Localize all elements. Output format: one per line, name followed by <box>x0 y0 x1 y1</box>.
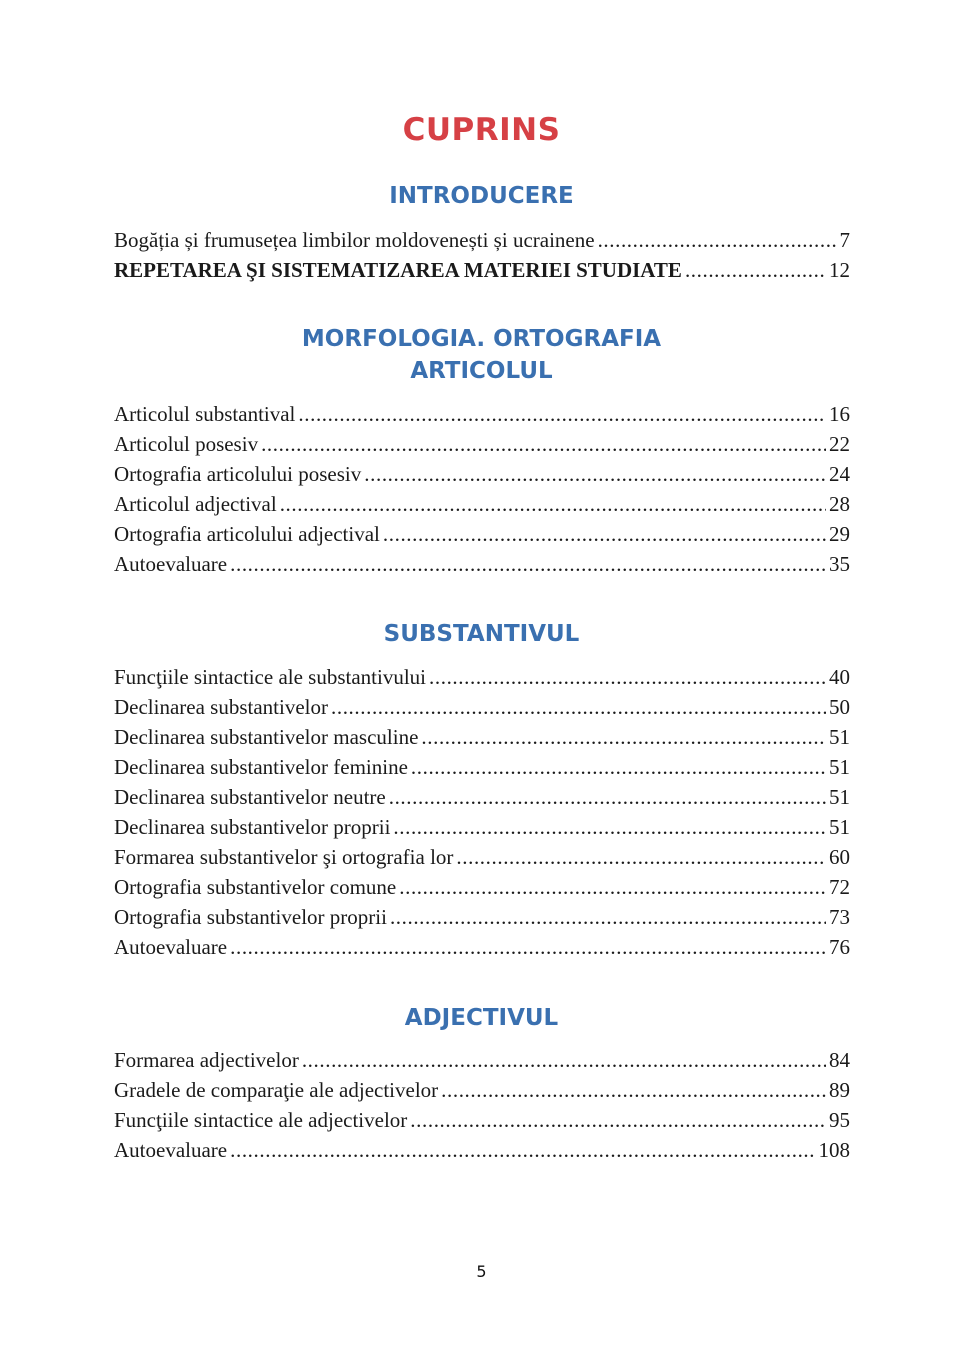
toc-entry <box>114 429 850 459</box>
toc-entry <box>114 662 850 692</box>
toc-entry <box>114 549 850 579</box>
toc-entry <box>114 399 850 429</box>
toc-entry <box>114 812 850 842</box>
page-number: 5 <box>476 1262 487 1281</box>
toc-entry-title: Declinarea substantivelor feminine <box>114 755 408 779</box>
toc-entry <box>114 1105 850 1135</box>
toc-entry-title: Articolul posesiv <box>114 432 259 456</box>
toc-entry-page: 76 <box>829 935 850 959</box>
toc-leader-dots <box>421 722 826 752</box>
toc-entry-title: Ortografia substantivelor comune <box>114 875 397 899</box>
toc-leader-dots <box>390 902 826 932</box>
toc-entry-page: 84 <box>829 1048 850 1072</box>
toc-entry-page: 51 <box>829 755 850 779</box>
toc-entry-title: Ortografia articolului adjectival <box>114 522 380 546</box>
toc-leader-dots <box>410 1105 826 1135</box>
toc-entry <box>114 782 850 812</box>
toc-entry <box>114 722 850 752</box>
toc-leader-dots <box>280 489 826 519</box>
toc-entry-page: 73 <box>829 905 850 929</box>
toc-entry-title: Declinarea substantivelor masculine <box>114 725 419 749</box>
toc-leader-dots <box>411 752 826 782</box>
toc-section-introducere <box>114 225 850 285</box>
toc-leader-dots <box>441 1075 826 1105</box>
toc-section-adjectivul <box>114 1045 850 1165</box>
toc-entry-title: Declinarea substantivelor neutre <box>114 785 386 809</box>
section-heading-adjectivul <box>0 1002 963 1034</box>
toc-leader-dots <box>429 662 826 692</box>
toc-entry-page: 40 <box>829 665 850 689</box>
toc-entry <box>114 255 850 285</box>
toc-entry-title: Ortografia substantivelor proprii <box>114 905 387 929</box>
toc-entry-page: 51 <box>829 815 850 839</box>
toc-leader-dots <box>230 549 826 579</box>
toc-entry-title: Articolul substantival <box>114 402 296 426</box>
toc-entry <box>114 1135 850 1165</box>
toc-entry <box>114 692 850 722</box>
toc-section-substantivul <box>114 662 850 962</box>
toc-entry-title: Formarea substantivelor şi ortografia lor <box>114 845 454 869</box>
toc-leader-dots <box>399 872 826 902</box>
section-heading-line: ADJECTIVUL <box>404 1005 559 1031</box>
toc-entry-title: Declinarea substantivelor <box>114 695 328 719</box>
toc-entry-page: 29 <box>829 522 850 546</box>
toc-entry <box>114 872 850 902</box>
toc-entry-page: 95 <box>829 1108 850 1132</box>
toc-entry-title: Articolul adjectival <box>114 492 277 516</box>
toc-entry-title: Funcţiile sintactice ale adjectivelor <box>114 1108 408 1132</box>
toc-section-articolul <box>114 399 850 579</box>
toc-entry-title: Declinarea substantivelor proprii <box>114 815 391 839</box>
toc-entry <box>114 752 850 782</box>
toc-entry-page: 28 <box>829 492 850 516</box>
toc-entry-page: 35 <box>829 552 850 576</box>
toc-entry <box>114 932 850 962</box>
toc-entry <box>114 902 850 932</box>
toc-entry-page: 22 <box>829 432 850 456</box>
section-heading-line: INTRODUCERE <box>389 183 574 209</box>
toc-leader-dots <box>230 1135 815 1165</box>
toc-entry <box>114 225 850 255</box>
toc-leader-dots <box>331 692 826 722</box>
toc-entry-page: 89 <box>829 1078 850 1102</box>
toc-entry-page: 50 <box>829 695 850 719</box>
toc-entry-title: REPETAREA ŞI SISTEMATIZAREA MATERIEI STUDIATE <box>114 258 682 282</box>
toc-leader-dots <box>298 399 826 429</box>
toc-leader-dots <box>685 255 826 285</box>
toc-entry-title: Autoevaluare <box>114 935 228 959</box>
toc-entry <box>114 1075 850 1105</box>
toc-entry-page: 24 <box>829 462 850 486</box>
section-heading-line: MORFOLOGIA. ORTOGRAFIA <box>301 326 662 352</box>
toc-leader-dots <box>383 519 826 549</box>
section-heading-articolul <box>0 323 963 387</box>
section-heading-substantivul <box>0 618 963 650</box>
toc-leader-dots <box>456 842 826 872</box>
toc-entry-page: 60 <box>829 845 850 869</box>
toc-leader-dots <box>393 812 826 842</box>
toc-entry-title: Ortografia articolului posesiv <box>114 462 362 486</box>
toc-entry-page: 16 <box>829 402 850 426</box>
toc-entry-page: 51 <box>829 785 850 809</box>
toc-entry <box>114 842 850 872</box>
section-heading-introducere <box>0 180 963 212</box>
toc-entry-page: 12 <box>829 258 850 282</box>
toc-entry <box>114 1045 850 1075</box>
toc-entry-title: Funcţiile sintactice ale substantivului <box>114 665 427 689</box>
page-title: CUPRINS <box>402 112 561 148</box>
toc-leader-dots <box>302 1045 826 1075</box>
toc-entry-page: 108 <box>818 1138 850 1162</box>
section-heading-line: SUBSTANTIVUL <box>383 621 580 647</box>
toc-entry-title: Bogăția și frumusețea limbilor moldovenești și ucrainene <box>114 228 595 252</box>
toc-entry-page: 51 <box>829 725 850 749</box>
toc-entry-page: 72 <box>829 875 850 899</box>
section-heading-line: ARTICOLUL <box>410 358 553 384</box>
toc-entry-title: Formarea adjectivelor <box>114 1048 299 1072</box>
toc-leader-dots <box>230 932 826 962</box>
toc-entry-title: Autoevaluare <box>114 552 228 576</box>
toc-leader-dots <box>261 429 826 459</box>
toc-entry <box>114 519 850 549</box>
toc-leader-dots <box>598 225 837 255</box>
toc-entry-title: Autoevaluare <box>114 1138 228 1162</box>
toc-leader-dots <box>389 782 826 812</box>
toc-entry <box>114 489 850 519</box>
toc-leader-dots <box>364 459 826 489</box>
toc-entry-title: Gradele de comparaţie ale adjectivelor <box>114 1078 439 1102</box>
toc-entry <box>114 459 850 489</box>
toc-entry-page: 7 <box>839 228 850 252</box>
